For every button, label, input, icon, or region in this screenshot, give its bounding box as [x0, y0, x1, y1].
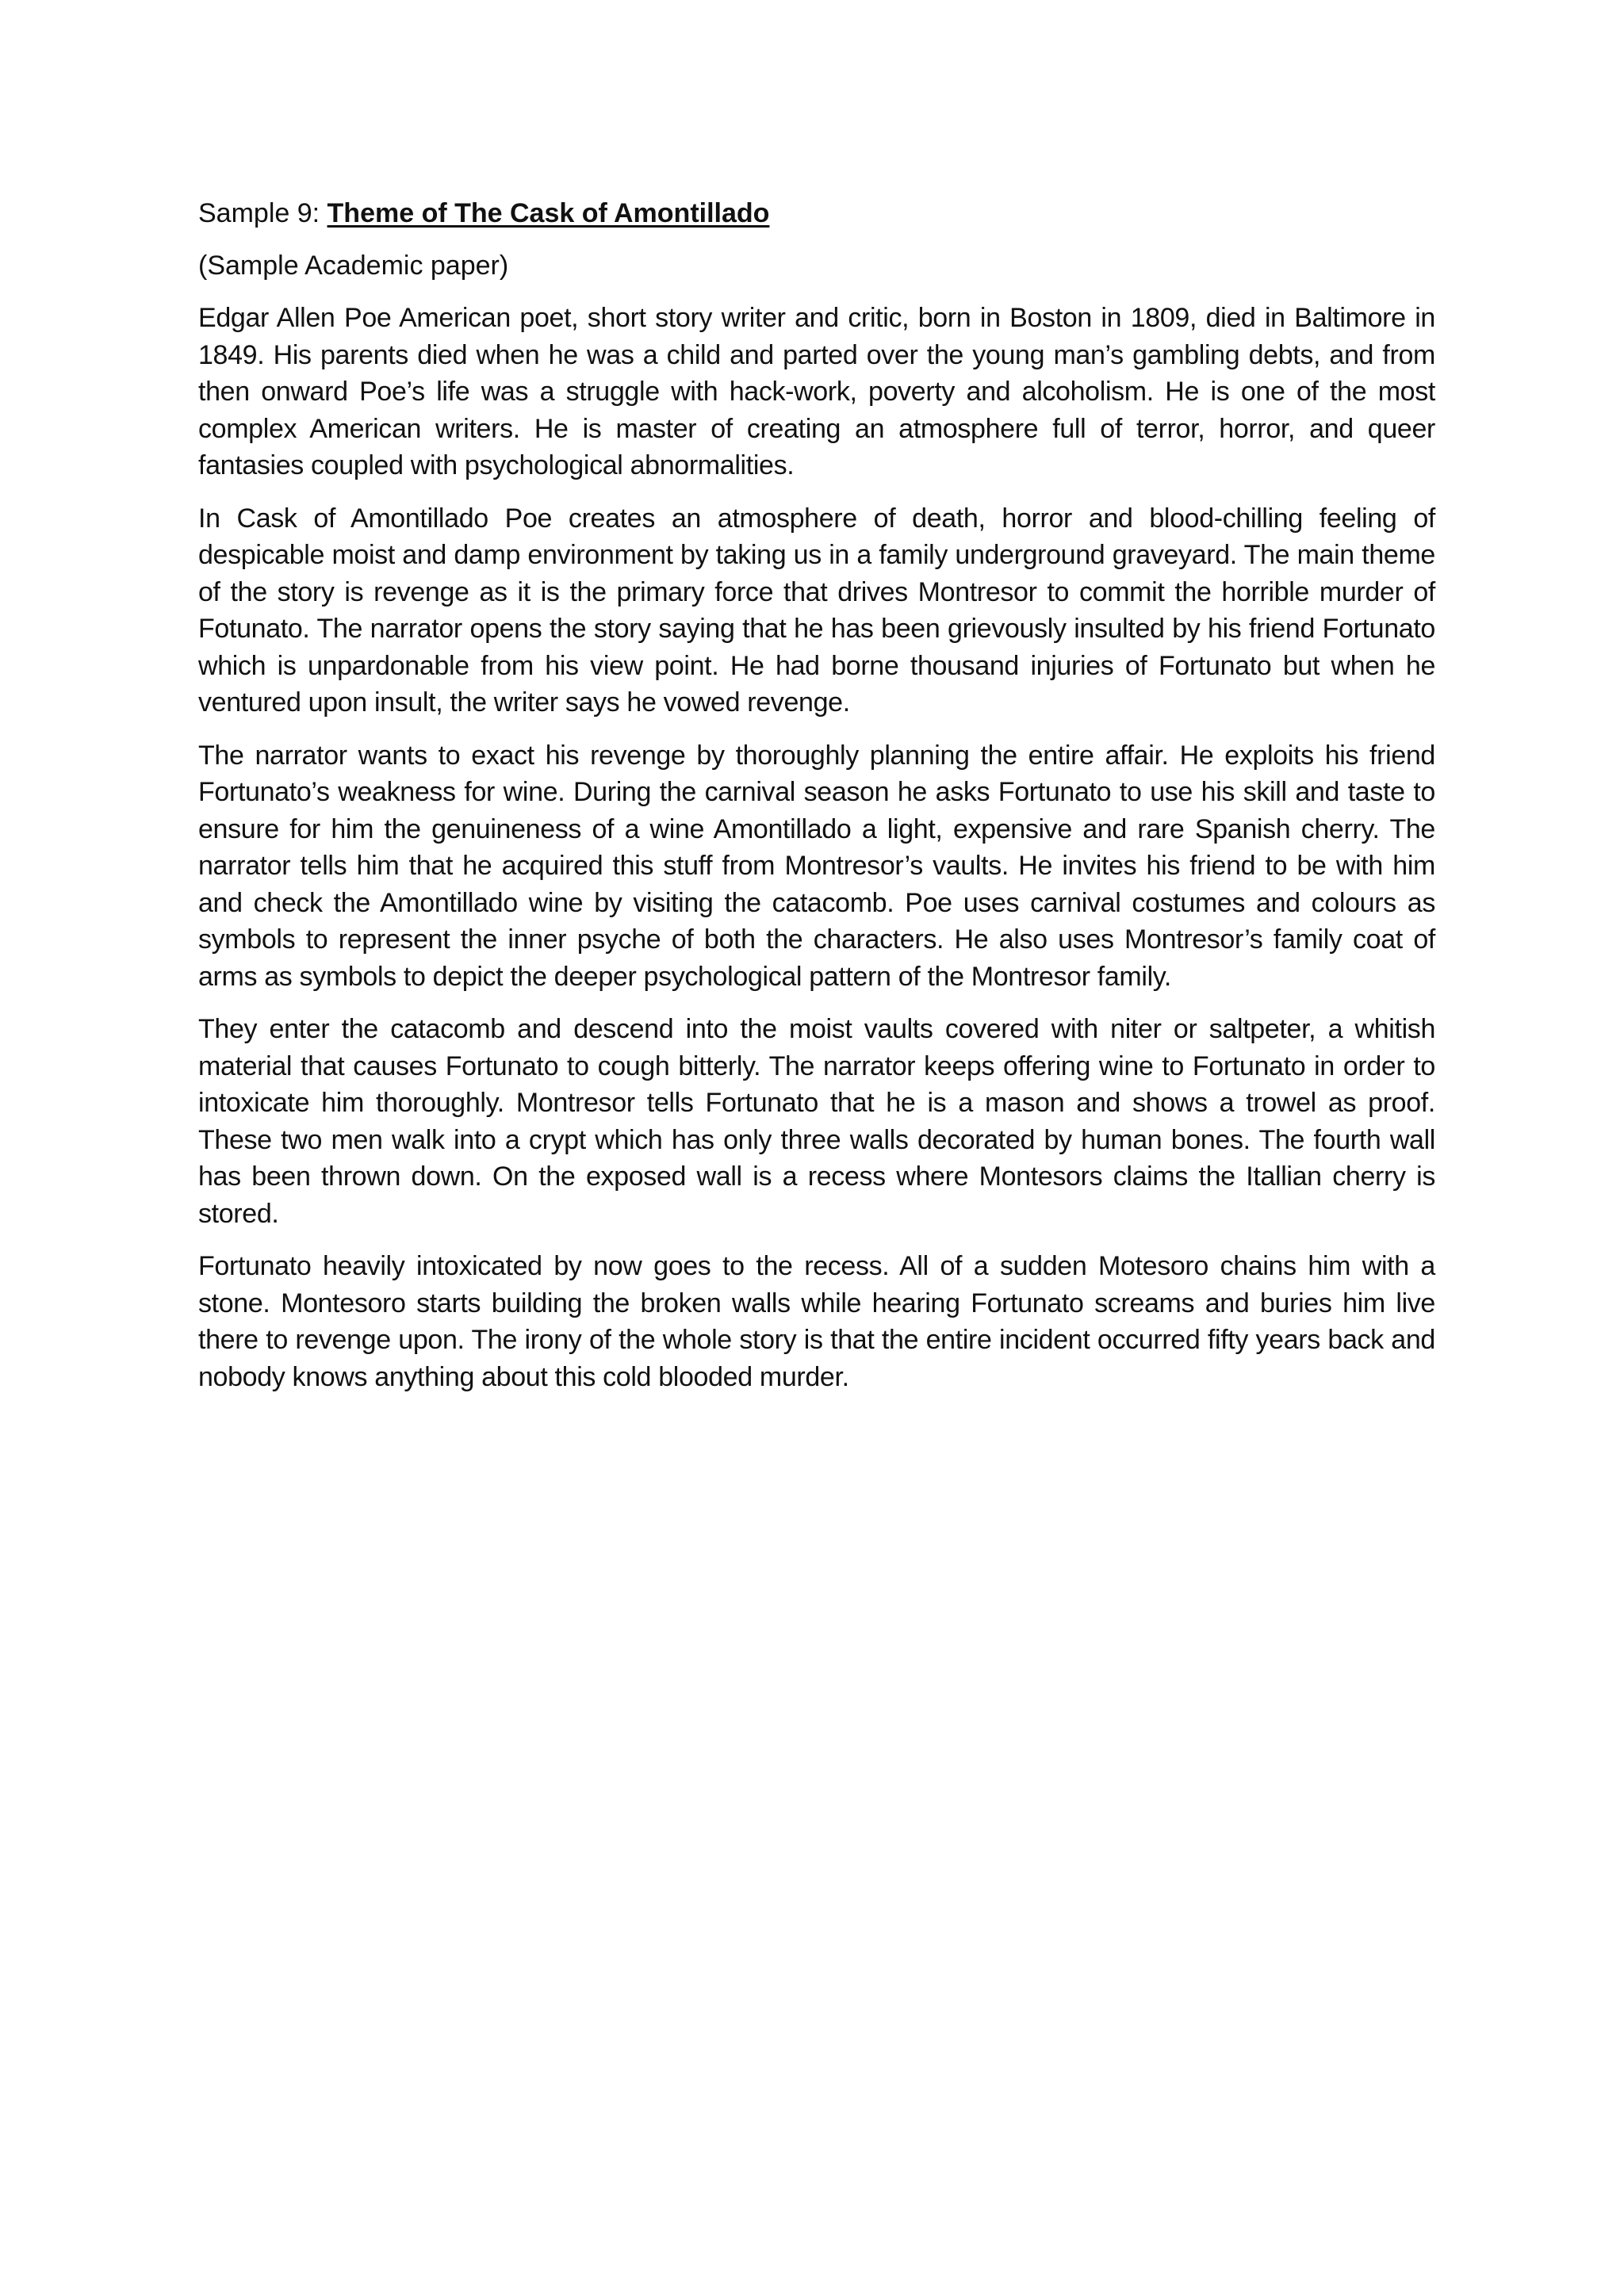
document-body — [198, 195, 1435, 1411]
document-title: Theme of The Cask of Amontillado — [327, 198, 770, 228]
paragraph-5: Fortunato heavily intoxicated by now goes to the recess. All of a sudden Motesoro chains him with a stone. Montesoro starts building the broken walls while hearing Fortunato screams and buries him live there to revenge upon. The irony of the whole story is that the entire incident occurred fifty years back and nobody knows anything about this cold blooded murder. — [198, 1251, 1435, 1392]
paragraph-2: In Cask of Amontillado Poe creates an atmosphere of death, horror and blood-chilling feeling of despicable moist and damp environment by taking us in a family underground graveyard. The main theme of the story is revenge as it is the primary force that drives Montresor to commit the horrible murder of Fotunato. The narrator opens the story saying that he has been grievously insulted by his friend Fortunato which is unpardonable from his view point. He had borne thousand injuries of Fortunato but when he ventured upon insult, the writer says he vowed revenge. — [198, 503, 1435, 718]
sample-label: Sample 9: — [198, 198, 327, 228]
paragraph-4: They enter the catacomb and descend into the moist vaults covered with niter or saltpeter, a whitish material that causes Fortunato to cough bitterly. The narrator keeps offering wine to Fortunato in order to intoxicate him thoroughly. Montresor tells Fortunato that he is a mason and shows a trowel as proof. These two men walk into a crypt which has only three walls decorated by human bones. The fourth wall has been thrown down. On the exposed wall is a recess where Montesors claims the Itallian cherry is stored. — [198, 1014, 1435, 1229]
paragraph-1: Edgar Allen Poe American poet, short story writer and critic, born in Boston in 1809, died in Baltimore in 1849. His parents died when he was a child and parted over the young man’s gambling debts, and from then onward Poe’s life was a struggle with hack-work, poverty and alcoholism. He is one of the most complex American writers. He is master of creating an atmosphere full of terror, horror, and queer fantasies coupled with psychological abnormalities. — [198, 303, 1435, 480]
paragraph-3: The narrator wants to exact his revenge by thoroughly planning the entire affair. He exploits his friend Fortunato’s weakness for wine. During the carnival season he asks Fortunato to use his skill and taste to ensure for him the genuineness of a wine Amontillado a light, expensive and rare Spanish cherry. The narrator tells him that he acquired this stuff from Montresor’s vaults. He invites his friend to be with him and check the Amontillado wine by visiting the catacomb. Poe uses carnival costumes and colours as symbols to represent the inner psyche of both the characters. He also uses Montresor’s family coat of arms as symbols to depict the deeper psychological pattern of the Montresor family. — [198, 740, 1435, 992]
document-subtitle: (Sample Academic paper) — [198, 251, 509, 281]
document-heading — [198, 195, 1435, 232]
